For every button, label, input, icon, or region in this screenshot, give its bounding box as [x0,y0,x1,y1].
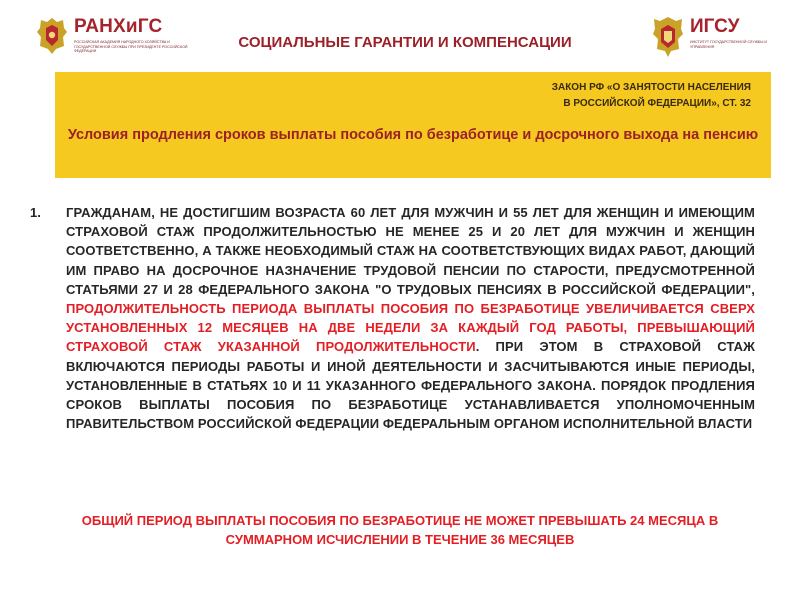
banner-title [65,125,761,145]
coat-of-arms-icon [652,16,684,58]
coat-of-arms-icon [36,16,68,56]
list-item-number: 1. [30,205,41,220]
logo-subtitle: РОССИЙСКАЯ АКАДЕМИЯ НАРОДНОГО ХОЗЯЙСТВА И ГОСУДАРСТВЕННОЙ СЛУЖБЫ ПРИ ПРЕЗИДЕНТЕ РОССИЙСКОЙ ФЕДЕРАЦИИ [74,40,188,54]
summary-note: ОБЩИЙ ПЕРИОД ВЫПЛАТЫ ПОСОБИЯ ПО БЕЗРАБОТИЦЕ НЕ МОЖЕТ ПРЕВЫШАТЬ 24 МЕСЯЦА В СУММАРНОМ ИСЧИСЛЕНИИ В ТЕЧЕНИЕ 36 МЕСЯЦЕВ [81,513,719,547]
list-item-text [66,203,755,433]
logo-name: РАНХиГС [74,16,163,37]
page-title: СОЦИАЛЬНЫЕ ГАРАНТИИ И КОМПЕНСАЦИИ [238,34,572,51]
banner-title-text: Условия продления сроков выплаты пособия по безработице и досрочного выхода на пенсию [67,127,759,143]
item-highlight: ПРОДОЛЖИТЕЛЬНОСТЬ ПЕРИОДА ВЫПЛАТЫ ПОСОБИЯ ПО БЕЗРАБОТИЦЕ УВЕЛИЧИВАЕТСЯ СВЕРХ УСТАНОВЛЕННЫХ 12 МЕСЯЦЕВ НА ДВЕ НЕДЕЛИ ЗА КАЖДЫЙ ГОД РАБОТЫ, ПРЕВЫШАЮЩИЙ СТРАХОВОЙ СТАЖ УКАЗАННОЙ ПРОДОЛЖИТЕЛЬНОСТИ [66,301,755,355]
igsu-logo [652,16,782,64]
law-reference-line: ЗАКОН РФ «О ЗАНЯТОСТИ НАСЕЛЕНИЯ [551,82,751,93]
logo-subtitle: ИНСТИТУТ ГОСУДАРСТВЕННОЙ СЛУЖБЫ И УПРАВЛЕНИЯ [690,40,768,49]
item-text-part: ГРАЖДАНАМ, НЕ ДОСТИГШИМ ВОЗРАСТА 60 ЛЕТ ДЛЯ МУЖЧИН И 55 ЛЕТ ДЛЯ ЖЕНЩИН И ИМЕЮЩИМ СТРАХОВОЙ СТАЖ ПРОДОЛЖИТЕЛЬНОСТЬЮ НЕ МЕНЕЕ 25 И 20 ЛЕТ ДЛЯ МУЖЧИН И ЖЕНЩИН СООТВЕТСТВЕННО, А ТАКЖЕ НЕОБХОДИМЫЙ СТАЖ НА СООТВЕТСТВУЮЩИХ ВИДАХ РАБОТ, ДАЮЩИЙ ИМ ПРАВО НА ДОСРОЧНОЕ НАЗНАЧЕНИЕ ТРУДОВОЙ ПЕНСИИ ПО СТАРОСТИ, ПРЕДУСМОТРЕННОЙ СТАТЬЯМИ 27 И 28 ФЕДЕРАЛЬНОГО ЗАКОНА "О ТРУДОВЫХ ПЕНСИЯХ В РОССИЙСКОЙ ФЕДЕРАЦИИ", [66,205,755,297]
law-reference-line: В РОССИЙСКОЙ ФЕДЕРАЦИИ», СТ. 32 [563,98,751,109]
item-text-part: . ПРИ ЭТОМ В СТРАХОВОЙ СТАЖ ВКЛЮЧАЮТСЯ ПЕРИОДЫ РАБОТЫ И ИНОЙ ДЕЯТЕЛЬНОСТИ И ЗАСЧИТЫВАЮТСЯ ИНЫЕ ПЕРИОДЫ, УСТАНОВЛЕННЫЕ В СТАТЬЯХ 10 И 11 УКАЗАННОГО ФЕДЕРАЛЬНОГО ЗАКОНА. ПОРЯДОК ПРОДЛЕНИЯ СРОКОВ ВЫПЛАТЫ ПОСОБИЯ ПО БЕЗРАБОТИЦЕ УСТАНАВЛИВАЕТСЯ УПОЛНОМОЧЕННЫМ ПРАВИТЕЛЬСТВОМ РОССИЙСКОЙ ФЕДЕРАЦИИ ФЕДЕРАЛЬНЫМ ОРГАНОМ ИСПОЛНИТЕЛЬНОЙ ВЛАСТИ [66,339,755,432]
law-banner [55,72,771,178]
law-reference [552,80,751,112]
logo-name: ИГСУ [690,16,740,37]
